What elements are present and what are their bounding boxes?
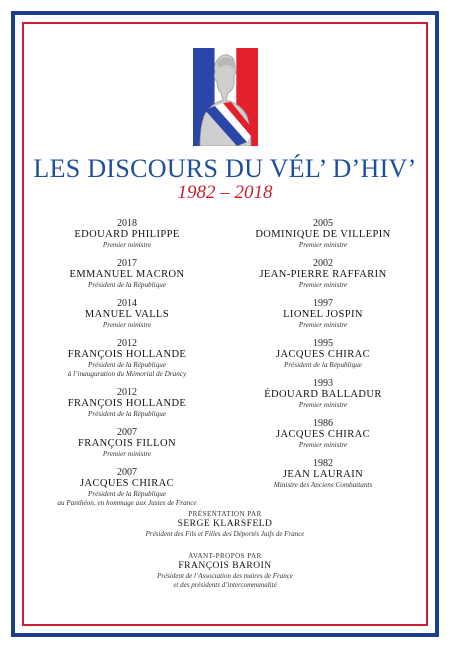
speaker-name: JACQUES CHIRAC bbox=[276, 429, 370, 440]
avantpropos-desc-line-2: et des présidents d’intercommunalité bbox=[173, 581, 277, 589]
speeches-left-column bbox=[32, 218, 222, 516]
avantpropos-credit bbox=[0, 552, 450, 590]
speech-year: 2017 bbox=[117, 258, 137, 269]
speaker-name: LIONEL JOSPIN bbox=[283, 309, 363, 320]
avantpropos-desc-line-1: Président de l’Association des maires de France bbox=[157, 572, 293, 580]
speech-entry bbox=[32, 427, 222, 459]
speech-entry bbox=[228, 458, 418, 490]
marianne-bust-icon bbox=[193, 48, 258, 146]
speaker-role: au Panthéon, en hommage aux Justes de France bbox=[57, 499, 197, 507]
speaker-role: Premier ministre bbox=[102, 450, 152, 458]
speech-entry bbox=[32, 467, 222, 508]
page-title: LES DISCOURS DU VÉL’ D’HIV’ bbox=[33, 154, 417, 183]
speech-year: 1995 bbox=[313, 338, 333, 349]
presentation-desc: Président des Fils et Filles des Déportés Juifs de France bbox=[145, 530, 305, 538]
avantpropos-label: AVANT-PROPOS PAR bbox=[188, 552, 262, 560]
presentation-label: PRÉSENTATION PAR bbox=[188, 510, 262, 518]
speaker-role: Président de la République bbox=[87, 281, 167, 289]
speaker-name: EMMANUEL MACRON bbox=[69, 269, 185, 280]
speaker-name: FRANÇOIS HOLLANDE bbox=[67, 398, 187, 409]
speech-entry bbox=[228, 298, 418, 330]
speech-entry bbox=[32, 258, 222, 290]
speech-entry bbox=[32, 298, 222, 330]
speaker-name: JEAN-PIERRE RAFFARIN bbox=[259, 269, 387, 280]
speaker-name: JACQUES CHIRAC bbox=[80, 478, 174, 489]
speech-entry bbox=[32, 387, 222, 419]
speech-year: 2002 bbox=[313, 258, 333, 269]
speaker-name: FRANÇOIS HOLLANDE bbox=[67, 349, 187, 360]
speaker-name: EDOUARD PHILIPPE bbox=[74, 229, 180, 240]
speech-entry bbox=[228, 378, 418, 410]
speaker-role: Président de la République bbox=[87, 490, 167, 498]
speaker-name: JACQUES CHIRAC bbox=[276, 349, 370, 360]
speech-year: 2007 bbox=[117, 467, 137, 478]
presentation-credit bbox=[0, 510, 450, 539]
speech-year: 1993 bbox=[313, 378, 333, 389]
speech-year: 2012 bbox=[117, 338, 137, 349]
speaker-role: Premier ministre bbox=[298, 281, 348, 289]
year-range: 1982 – 2018 bbox=[177, 182, 273, 203]
speeches-right-column bbox=[228, 218, 418, 498]
speech-entry bbox=[228, 338, 418, 370]
speaker-role: Président de la République bbox=[87, 410, 167, 418]
speaker-role: Premier ministre bbox=[298, 241, 348, 249]
speech-year: 2007 bbox=[117, 427, 137, 438]
speaker-name: FRANÇOIS FILLON bbox=[78, 438, 176, 449]
presentation-name: SERGE KLARSFELD bbox=[177, 519, 273, 529]
speaker-role: Premier ministre bbox=[298, 321, 348, 329]
speech-entry bbox=[228, 418, 418, 450]
speaker-role: Président de la République bbox=[87, 361, 167, 369]
speaker-role: Premier ministre bbox=[102, 241, 152, 249]
speech-year: 1986 bbox=[313, 418, 333, 429]
speaker-role: Premier ministre bbox=[102, 321, 152, 329]
speech-entry bbox=[32, 218, 222, 250]
speaker-role: Premier ministre bbox=[298, 441, 348, 449]
speech-year: 1982 bbox=[313, 458, 333, 469]
speech-year: 2005 bbox=[313, 218, 333, 229]
speaker-name: DOMINIQUE DE VILLEPIN bbox=[255, 229, 391, 240]
speaker-name: ÉDOUARD BALLADUR bbox=[264, 389, 382, 400]
speech-year: 2012 bbox=[117, 387, 137, 398]
speech-entry bbox=[228, 218, 418, 250]
avantpropos-name: FRANÇOIS BAROIN bbox=[178, 561, 272, 571]
speaker-name: MANUEL VALLS bbox=[84, 309, 170, 320]
speech-year: 1997 bbox=[313, 298, 333, 309]
speech-entry bbox=[228, 258, 418, 290]
speaker-role: Premier ministre bbox=[298, 401, 348, 409]
speaker-role: Ministre des Anciens Combattants bbox=[273, 481, 373, 489]
speaker-role: Président de la République bbox=[283, 361, 363, 369]
speaker-role: à l’inauguration du Mémorial de Drancy bbox=[67, 370, 187, 378]
speech-year: 2018 bbox=[117, 218, 137, 229]
speech-year: 2014 bbox=[117, 298, 137, 309]
speech-entry bbox=[32, 338, 222, 379]
speaker-name: JEAN LAURAIN bbox=[282, 469, 364, 480]
